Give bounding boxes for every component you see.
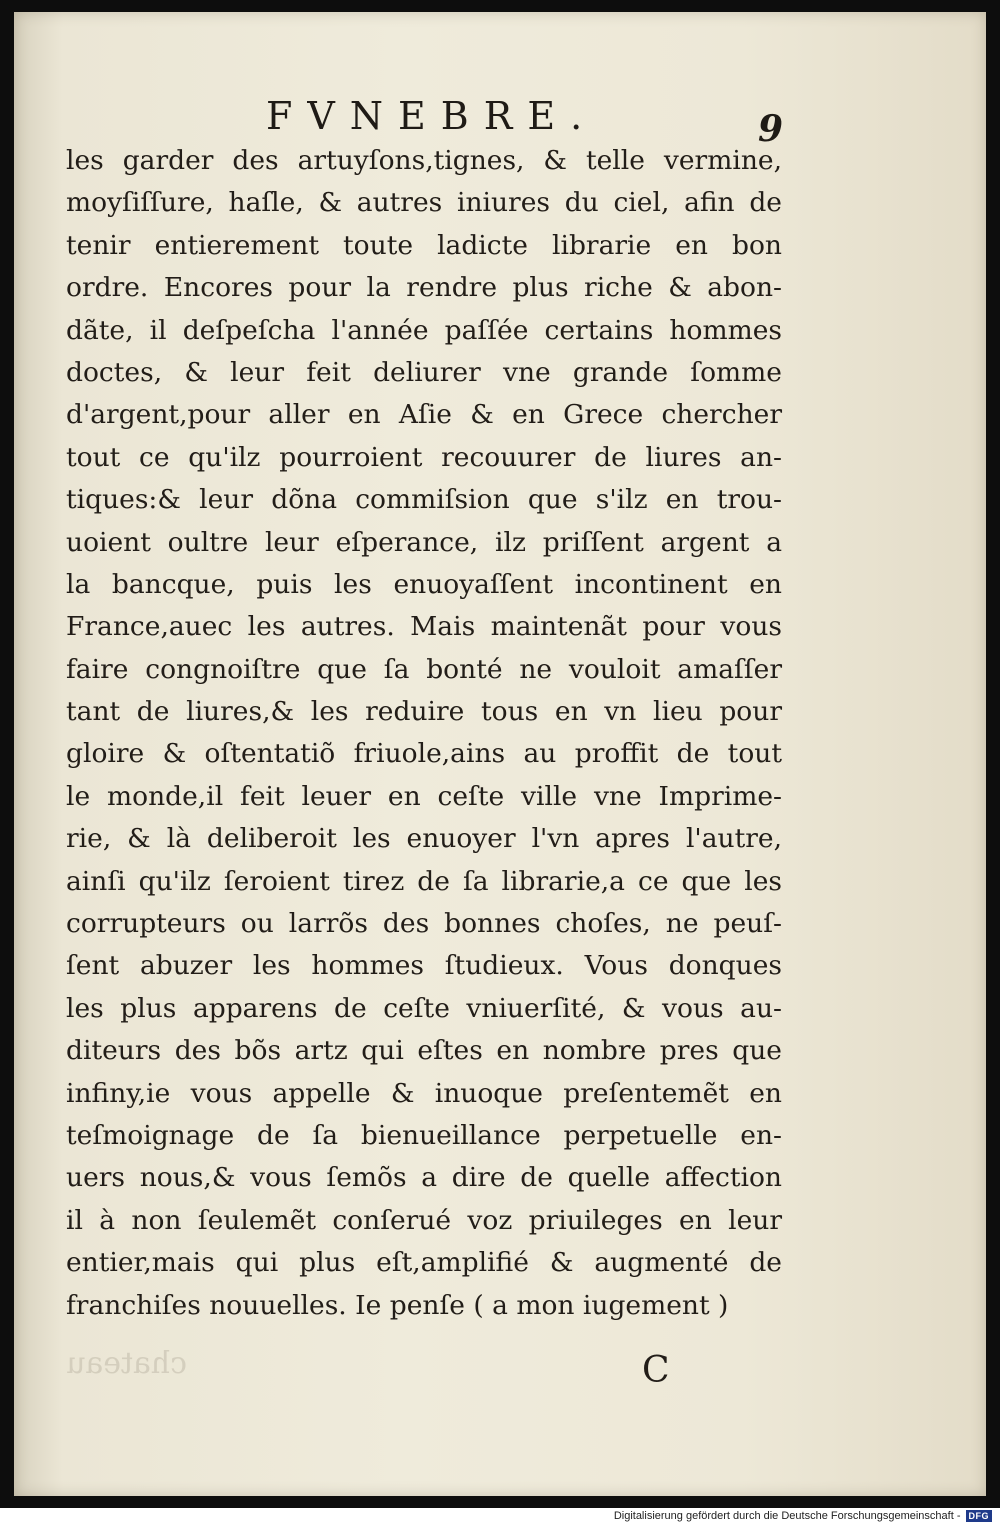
text-line: les plus apparens de ceſte vniuerſité, & vous au- bbox=[66, 992, 782, 1024]
text-line: doctes, & leur feit deliurer vne grande ſomme bbox=[66, 356, 782, 388]
text-line: les garder des artuyſons,tignes, & telle vermine, bbox=[66, 145, 782, 176]
text-line: infiny,ie vous appelle & inuoque preſentemẽt en bbox=[66, 1077, 782, 1109]
text-line: ordre. Encores pour la rendre plus riche & abon- bbox=[66, 272, 782, 304]
text-line: diteurs des bõs artz qui eſtes en nombre pres que bbox=[66, 1035, 782, 1067]
text-line: tant de liures,& les reduire tous en vn lieu pour bbox=[66, 696, 782, 728]
text-line: tout ce qu'ilz pourroient recouurer de liures an- bbox=[66, 441, 782, 473]
text-line: faire congnoiſtre que ſa bonté ne vouloit amaſſer bbox=[66, 653, 782, 685]
text-line: uers nous,& vous ſemõs a dire de quelle affection bbox=[66, 1162, 782, 1194]
text-line: teſmoignage de ſa bienueillance perpetuelle en- bbox=[66, 1119, 782, 1151]
running-head: FVNEBRE. bbox=[266, 94, 598, 138]
funding-credit: Digitalisierung gefördert durch die Deutsche Forschungsgemeinschaft - bbox=[613, 1510, 961, 1522]
digitization-footer bbox=[614, 1510, 992, 1522]
text-line: France,auec les autres. Mais maintenãt pour vous bbox=[66, 611, 782, 643]
text-line: ainſi qu'ilz ſeroient tirez de ſa librarie,a ce que les bbox=[66, 865, 782, 897]
show-through-text: chateau bbox=[66, 1346, 188, 1381]
book-page bbox=[14, 12, 986, 1496]
signature-mark: C bbox=[642, 1350, 670, 1391]
text-line: gloire & oſtentatiõ friuole,ains au proffit de tout bbox=[66, 738, 782, 770]
text-line: rie, & là deliberoit les enuoyer l'vn apres l'autre, bbox=[66, 823, 782, 855]
text-line: ſent abuzer les hommes ſtudieux. Vous donques bbox=[66, 950, 782, 982]
dfg-logo: DFG bbox=[966, 1510, 993, 1522]
text-line: le monde,il feit leuer en ceſte ville vne Imprime- bbox=[66, 780, 782, 812]
page-number: 9 bbox=[758, 108, 784, 150]
text-line: tiques:& leur dõna commiſsion que s'ilz en trou- bbox=[66, 484, 782, 516]
text-line: la bancque, puis les enuoyaſſent incontinent en bbox=[66, 568, 782, 600]
text-line: tenir entierement toute ladicte librarie en bon bbox=[66, 229, 782, 261]
text-line: dãte, il deſpeſcha l'année paſſée certains hommes bbox=[66, 314, 782, 346]
text-line: entier,mais qui plus eſt,amplifié & augmenté de bbox=[66, 1247, 782, 1279]
text-line: corrupteurs ou larrõs des bonnes choſes, ne peuſ- bbox=[66, 908, 782, 940]
text-line: d'argent,pour aller en Aſie & en Grece chercher bbox=[66, 399, 782, 431]
body-text bbox=[66, 140, 782, 1327]
text-line: franchiſes nouuelles. Ie penſe ( a mon iugement ) bbox=[66, 1289, 729, 1321]
text-line: uoient oultre leur eſperance, ilz priſſent argent a bbox=[66, 526, 782, 558]
text-line: moyſiſſure, haſle, & autres iniures du ciel, afin de bbox=[66, 187, 782, 219]
text-line: il à non ſeulemẽt conſerué voz priuileges en leur bbox=[66, 1204, 782, 1236]
